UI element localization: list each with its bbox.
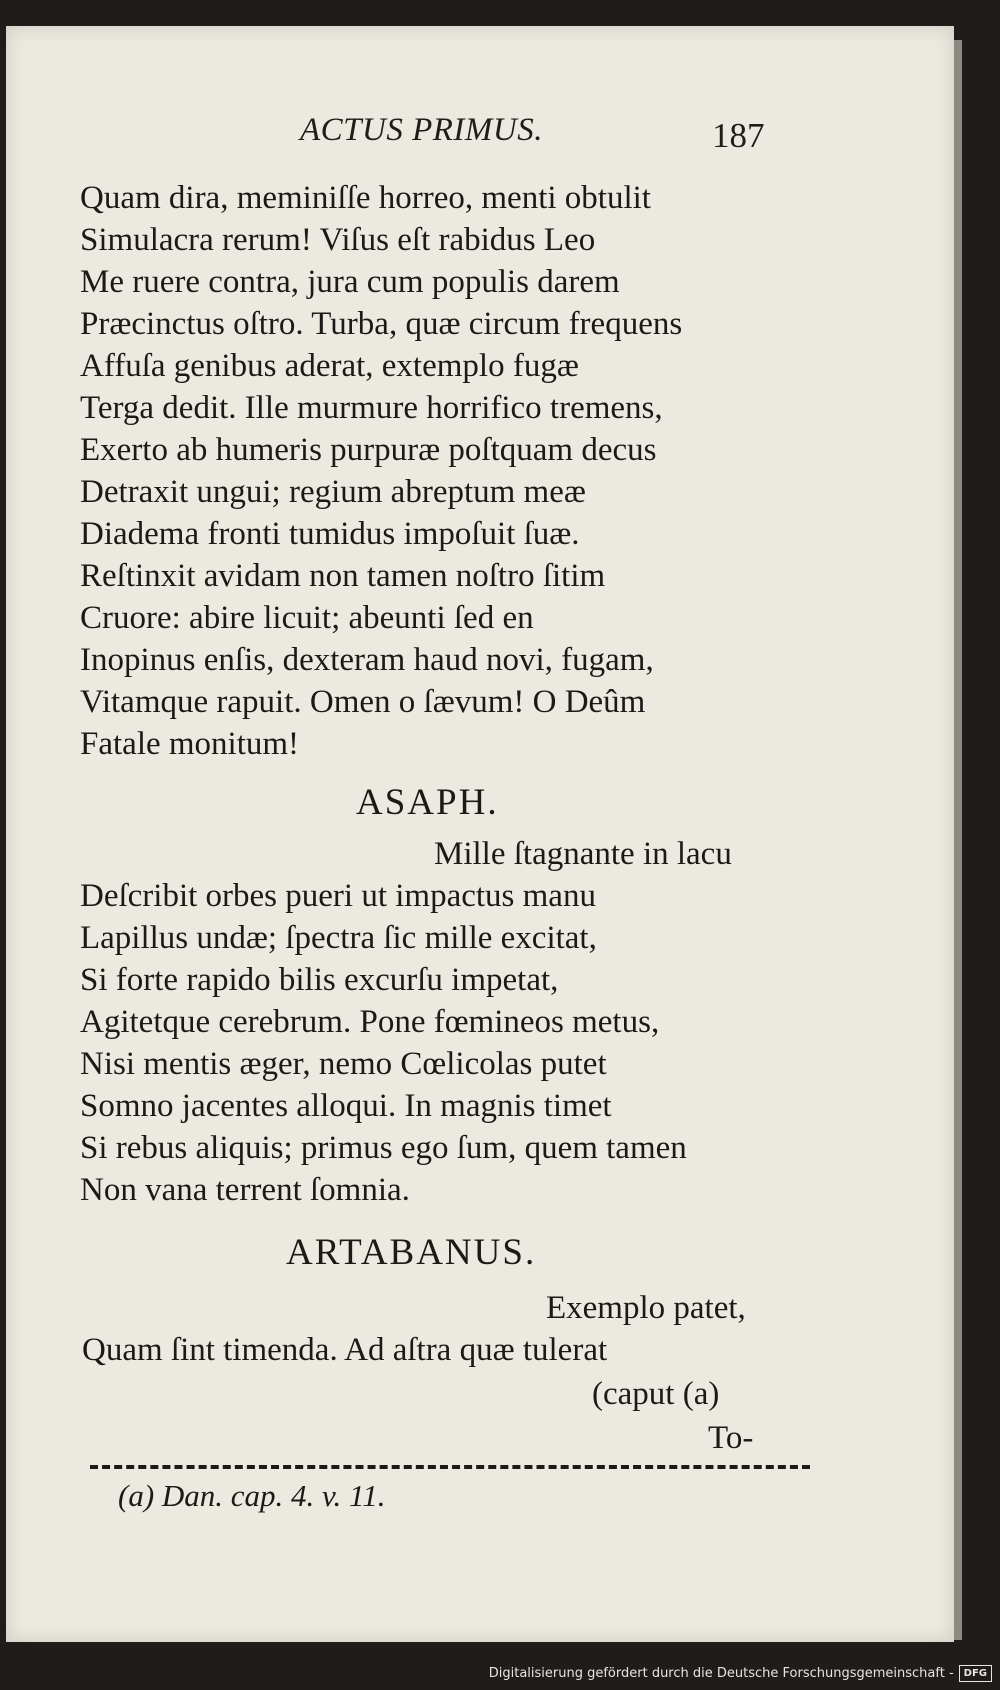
- verse-line: Affuſa genibus aderat, extemplo fugæ: [80, 348, 579, 384]
- verse-line: Lapillus undæ; ſpectra ſic mille excitat,: [80, 920, 597, 956]
- verse-line: Exerto ab humeris purpuræ poſtquam decus: [80, 432, 657, 468]
- footnote-rule: [90, 1465, 810, 1469]
- verse-line: Exemplo patet,: [546, 1290, 746, 1326]
- dfg-logo: DFG: [959, 1665, 992, 1682]
- footnote: (a) Dan. cap. 4. v. 11.: [118, 1478, 386, 1513]
- verse-line: Quam dira, meminiſſe horreo, menti obtulit: [80, 180, 651, 216]
- verse-line: Si forte rapido bilis excurſu impetat,: [80, 962, 559, 998]
- speaker-artabanus: ARTABANUS.: [286, 1232, 537, 1273]
- verse-line: Nisi mentis æger, nemo Cœlicolas putet: [80, 1046, 607, 1082]
- running-title: ACTUS PRIMUS.: [300, 112, 543, 148]
- verse-line: Mille ſtagnante in lacu: [434, 836, 732, 872]
- verse-line: Cruore: abire licuit; abeunti ſed en: [80, 600, 534, 636]
- verse-line: Deſcribit orbes pueri ut impactus manu: [80, 878, 596, 914]
- verse-line: Præcinctus oſtro. Turba, quæ circum frequens: [80, 306, 683, 342]
- page-edge: [954, 40, 962, 1640]
- digitization-credit: [489, 1665, 992, 1682]
- speaker-asaph: ASAPH.: [356, 782, 499, 823]
- verse-line: Detraxit ungui; regium abreptum meæ: [80, 474, 586, 510]
- verse-line: (caput (a): [592, 1376, 720, 1412]
- catchword: To-: [708, 1420, 754, 1456]
- verse-line: Vitamque rapuit. Omen o ſævum! O Deûm: [80, 684, 646, 720]
- verse-line: Inopinus enſis, dexteram haud novi, fugam,: [80, 642, 654, 678]
- page-number: 187: [712, 116, 765, 155]
- verse-line: Agitetque cerebrum. Pone fœmineos metus,: [80, 1004, 660, 1040]
- verse-line: Reſtinxit avidam non tamen noſtro ſitim: [80, 558, 606, 594]
- verse-line: Somno jacentes alloqui. In magnis timet: [80, 1088, 612, 1124]
- verse-line: Me ruere contra, jura cum populis darem: [80, 264, 620, 300]
- credit-text: Digitalisierung gefördert durch die Deutsche Forschungsgemeinschaft -: [488, 1666, 954, 1681]
- verse-line: Si rebus aliquis; primus ego ſum, quem tamen: [80, 1130, 687, 1166]
- verse-line: Diadema fronti tumidus impoſuit ſuæ.: [80, 516, 580, 552]
- verse-line: Quam ſint timenda. Ad aſtra quæ tulerat: [82, 1332, 608, 1368]
- verse-line: Non vana terrent ſomnia.: [80, 1172, 410, 1208]
- verse-line: Terga dedit. Ille murmure horrifico tremens,: [80, 390, 663, 426]
- verse-line: Fatale monitum!: [80, 726, 300, 762]
- verse-line: Simulacra rerum! Viſus eſt rabidus Leo: [80, 222, 596, 258]
